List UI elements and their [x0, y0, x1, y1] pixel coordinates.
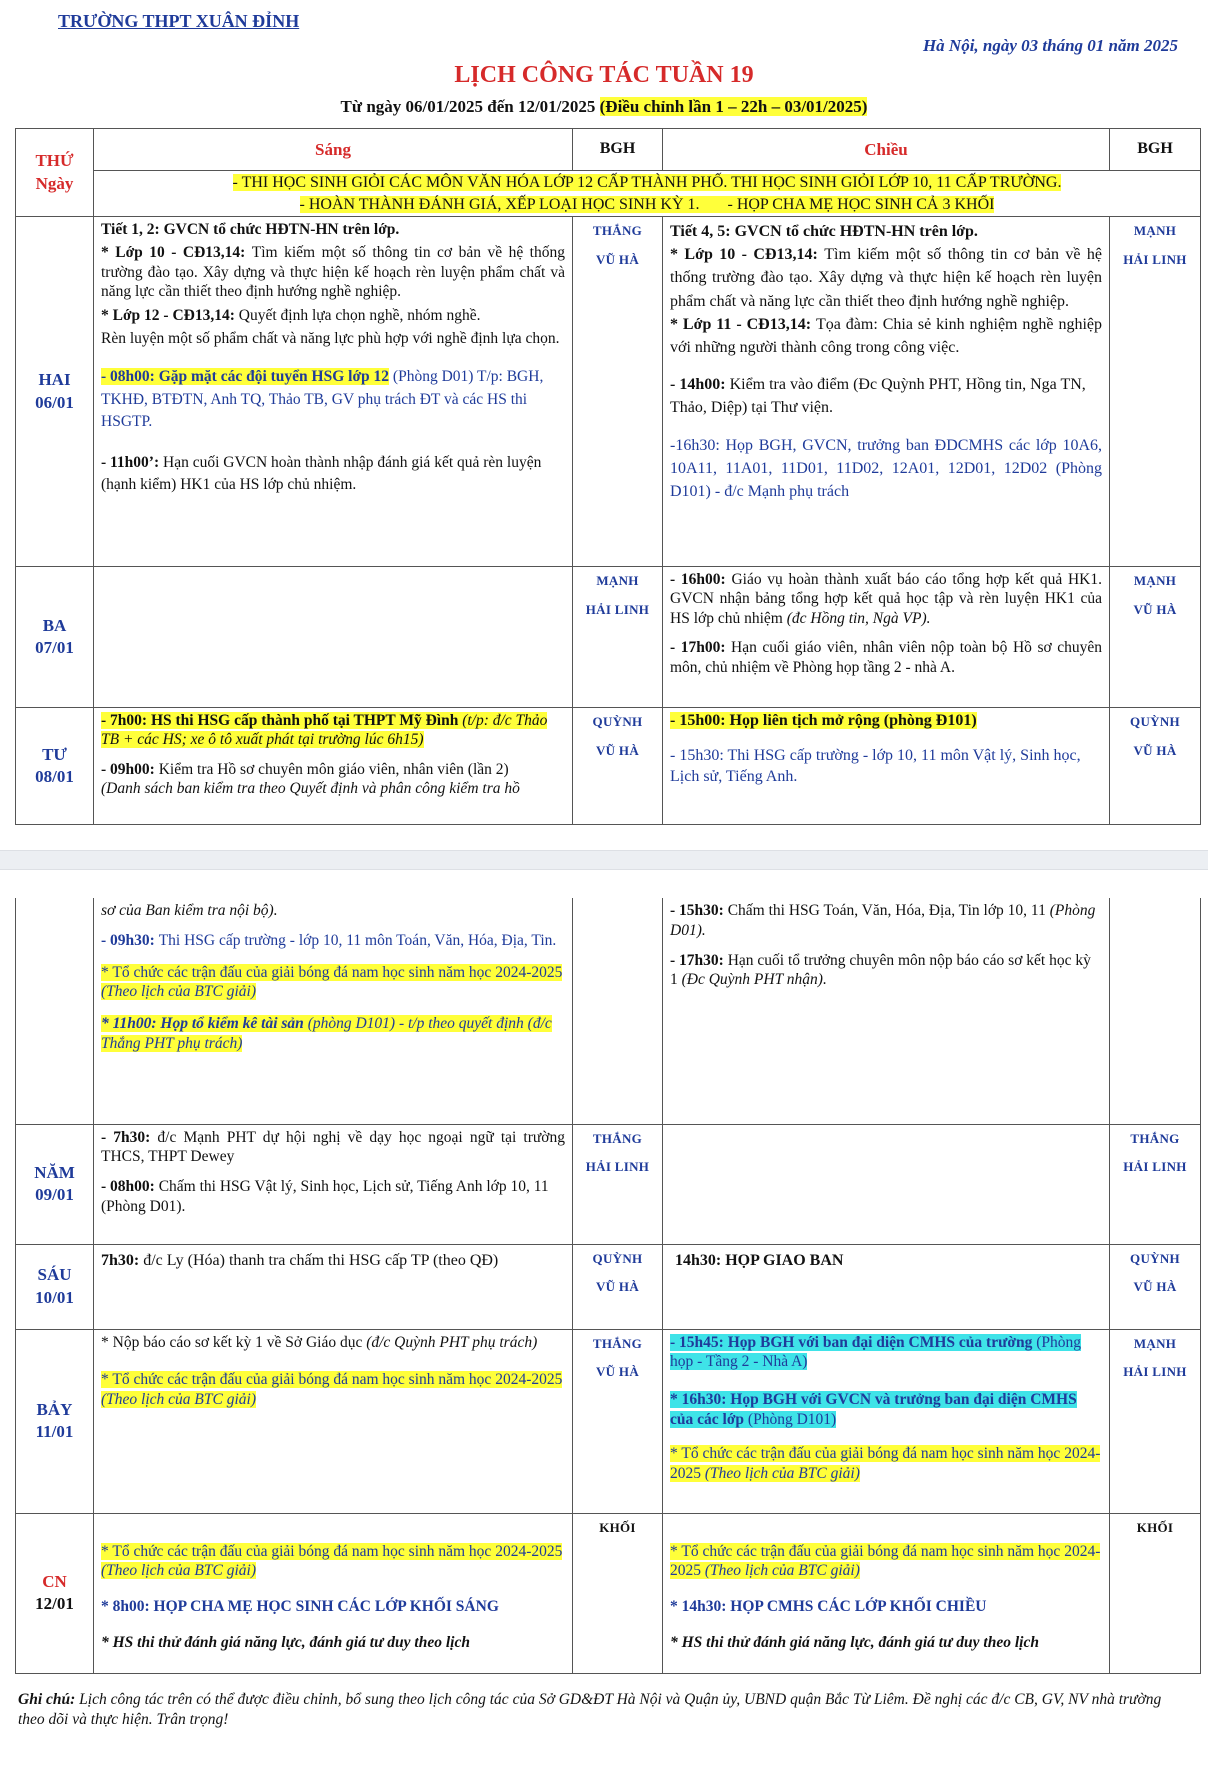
page-subtitle: [0, 96, 1208, 118]
wed-bgh-pm-cont: [1110, 898, 1201, 1124]
page-title: LỊCH CÔNG TÁC TUẦN 19: [454, 62, 754, 88]
sunday-afternoon: [663, 1513, 1110, 1673]
sat-bgh-pm: [1110, 1329, 1201, 1513]
wednesday-afternoon: [663, 708, 1110, 825]
row-friday: [16, 1244, 1201, 1329]
bgh-name: MẠNH: [1133, 1335, 1177, 1351]
sat-pm-meeting-2: * 16h30: Họp BGH với GVCN và trưởng ban đại diện CMHS của các lớp: [670, 1391, 1077, 1428]
bgh-name: KHỐI: [1136, 1519, 1174, 1535]
mon-bgh-am: [573, 217, 663, 567]
subtitle-revision: (Điều chỉnh lần 1 – 22h – 03/01/2025): [599, 97, 868, 116]
tue-bgh-am: [573, 567, 663, 708]
sat-am-report-note: (đ/c Quỳnh PHT phụ trách): [366, 1333, 538, 1351]
day-date: 06/01: [35, 392, 74, 412]
row-wednesday-cont: [16, 898, 1201, 1124]
mon-am-class12-text: Quyết định lựa chọn nghề, nhóm nghề.: [238, 306, 481, 324]
wed-pm-deadline-note: (Đc Quỳnh PHT nhận).: [681, 971, 827, 989]
day-cell-sunday: [16, 1513, 94, 1673]
bgh-name: VŨ HÀ: [595, 1364, 640, 1380]
mon-bgh-pm: [1110, 217, 1201, 567]
mon-pm-check-time: - 14h00:: [670, 376, 730, 394]
sat-pm-football: * Tổ chức các trận đấu của giải bóng đá nam học sinh năm học 2024-2025: [670, 1444, 1101, 1482]
day-cell-saturday: [16, 1329, 94, 1513]
thu-bgh-pm: [1110, 1124, 1201, 1244]
tue-pm-time-2: - 17h00:: [670, 639, 732, 657]
thursday-afternoon: [663, 1124, 1110, 1244]
bgh-name: VŨ HÀ: [595, 742, 640, 758]
bgh-name: MẠNH: [596, 573, 639, 588]
bgh-name: KHỐI: [599, 1519, 636, 1535]
wednesday-morning: [94, 708, 573, 825]
day-name: NĂM: [34, 1162, 75, 1182]
bgh-name: MẠNH: [1133, 223, 1177, 238]
day-date: 12/01: [35, 1594, 74, 1613]
wed-am-inventory-note: (phòng D101) - t/p theo quyết định (đ/c Thắng PHT phụ trách): [101, 1015, 552, 1053]
sat-am-football-note: (Theo lịch của BTC giải): [101, 1391, 256, 1409]
tue-pm-text-2: Hạn cuối giáo viên, nhân viên nộp toàn bộ Hồ sơ chuyên môn, chủ nhiệm về Phòng họp tầng 2 - nhà A.: [670, 639, 1102, 676]
sat-pm-meeting-1: - 15h45: Họp BGH với ban đại diện CMHS của trường: [670, 1333, 1037, 1351]
thu-am-text-2: Chấm thi HSG Vật lý, Sinh học, Lịch sử, Tiếng Anh lớp 10, 11 (Phòng D01).: [101, 1178, 549, 1215]
wed-am-exam2-text: Thi HSG cấp trường - lớp 10, 11 môn Toán, Văn, Hóa, Địa, Tin.: [158, 931, 557, 949]
wed-am-check-text: Kiểm tra Hồ sơ chuyên môn giáo viên, nhân viên (lần 2): [158, 760, 509, 778]
thu-am-text-1: đ/c Mạnh PHT dự hội nghị về dạy học ngoại ngữ tại trường THCS, THPT Dewey: [101, 1128, 565, 1166]
tuesday-afternoon: [663, 567, 1110, 708]
day-cell-monday: [16, 217, 94, 567]
sat-pm-meeting-1-room: (Phòng họp - Tầng 2 - Nhà A): [670, 1333, 1082, 1371]
footnote-text: Lịch công tác trên có thể được điều chỉnh, bổ sung theo lịch công tác của Sở GD&ĐT Hà Nội và Quận ủy, UBND quận Bắc Từ Liêm. Đề nghị các đ/c CB, GV, NV nhà trường theo dõi và thực hiện. Trân trọng!: [18, 1691, 1162, 1729]
bgh-name: VŨ HÀ: [595, 251, 640, 267]
mon-am-hsg-detail: (Phòng D01) T/p: BGH, TKHĐ, BTĐTN, Anh TQ, Thảo TB, GV phụ trách ĐT và các HS thi HSGTP.: [101, 368, 544, 431]
wed-pm-exam-text: Thi HSG cấp trường - lớp 10, 11 môn Vật lý, Sinh học, Lịch sử, Tiếng Anh.: [670, 746, 1081, 785]
header-sang: Sáng: [94, 129, 573, 171]
mon-am-class10-text: Tìm kiếm một số thông tin cơ bản về hệ thống trường đào tạo. Xây dựng và thực hiện kế hoạch rèn luyện phẩm chất và năng lực cần thiết theo định hướng nghề nghiệp.: [101, 244, 565, 301]
sun-bgh-pm: [1110, 1513, 1201, 1673]
day-cell-wednesday: [16, 708, 94, 825]
wed-am-check-time: - 09h00:: [101, 760, 159, 778]
sun-pm-parent-meeting: * 14h30: HỌP CMHS CÁC LỚP KHỐI CHIỀU: [670, 1598, 987, 1616]
bgh-name: HẢI LINH: [585, 1159, 650, 1175]
tue-bgh-pm: [1110, 567, 1201, 708]
row-wednesday: [16, 708, 1201, 825]
header-thu: THỨ: [35, 151, 74, 171]
banner-line-2: - HOÀN THÀNH ĐÁNH GIÁ, XẾP LOẠI HỌC SINH KỲ 1. - HỌP CHA MẸ HỌC SINH CẢ 3 KHỐI: [299, 195, 995, 213]
fri-am-text: đ/c Ly (Hóa) thanh tra chấm thi HSG cấp TP (theo QĐ): [143, 1251, 499, 1269]
mon-am-class12-label: * Lớp 12 - CĐ13,14:: [101, 306, 239, 324]
fri-pm-meeting: 14h30: HỌP GIAO BAN: [675, 1251, 844, 1269]
mon-pm-class11-label: * Lớp 11 - CĐ13,14:: [670, 315, 816, 333]
mon-am-item-1: Tiết 1, 2: GVCN tổ chức HĐTN-HN trên lớp.: [101, 221, 400, 238]
header-bgh-pm: BGH: [1110, 129, 1201, 171]
bgh-name: VŨ HÀ: [1133, 742, 1177, 758]
sun-am-football-note: (Theo lịch của BTC giải): [101, 1562, 256, 1580]
mon-am-item-4: Rèn luyện một số phẩm chất và năng lực phù hợp với nghề định lựa chọn.: [101, 329, 560, 347]
wed-pm-deadline-time: - 17h30:: [670, 951, 728, 969]
footnote: [18, 1690, 1188, 1730]
bgh-name: THẮNG: [1130, 1130, 1180, 1146]
bgh-name: HẢI LINH: [585, 601, 650, 617]
row-thursday: [16, 1124, 1201, 1244]
tue-pm-time-1: - 16h00:: [670, 571, 732, 588]
day-name: CN: [42, 1571, 67, 1591]
banner-line-1: - THI HỌC SINH GIỎI CÁC MÔN VĂN HÓA LỚP 12 CẤP THÀNH PHỐ. THI HỌC SINH GIỎI LỚP 10, 11 CẤP TRƯỜNG.: [232, 173, 1062, 191]
wednesday-morning-cont: [94, 898, 573, 1124]
day-date: 08/01: [35, 767, 74, 786]
mon-am-hsg-meeting: - 08h00: Gặp mặt các đội tuyển HSG lớp 12: [101, 368, 390, 386]
wed-pm-meeting: - 15h00: Họp liên tịch mở rộng (phòng Đ101): [670, 712, 977, 729]
day-name: BẢY: [36, 1399, 73, 1419]
day-cell-friday: [16, 1244, 94, 1329]
mon-pm-class10-label: * Lớp 10 - CĐ13,14:: [670, 246, 825, 264]
fri-bgh-am: [573, 1244, 663, 1329]
wed-pm-deadline-text: Hạn cuối tổ trưởng chuyên môn nộp báo cáo sơ kết học kỳ 1: [670, 951, 1091, 989]
bgh-name: THẮNG: [592, 1335, 643, 1351]
wed-am-inventory: * 11h00: Họp tổ kiểm kê tài sản: [101, 1015, 308, 1033]
mon-pm-meeting: -16h30: Họp BGH, GVCN, trưởng ban ĐDCMHS các lớp 10A6, 10A11, 11A01, 11D01, 11D02, 12A01, 12D01, 12D02 (Phòng D101) - đ/c Mạnh phụ trách: [670, 436, 1102, 500]
wed-bgh-pm: [1110, 708, 1201, 825]
tue-pm-text-1: Giáo vụ hoàn thành xuất báo cáo tổng hợp kết quả HK1. GVCN nhận bảng tổng hợp kết quả học tập và rèn luyện HK1 của HS lớp chủ nhiệm: [670, 571, 1102, 627]
mon-pm-item-1: Tiết 4, 5: GVCN tổ chức HĐTN-HN trên lớp.: [670, 223, 978, 240]
bgh-name: QUỲNH: [592, 1250, 643, 1266]
saturday-afternoon: [663, 1329, 1110, 1513]
tuesday-morning: [94, 567, 573, 708]
bgh-name: HẢI LINH: [1123, 1364, 1187, 1380]
mon-pm-class10-text: Tìm kiếm một số thông tin cơ bản về hệ thống trường đào tạo. Xây dựng và thực hiện kế hoạch rèn luyện phẩm chất và năng lực cần thiết theo định hướng nghề nghiệp.: [670, 246, 1102, 310]
tue-pm-note-1: (đc Hồng tin, Ngà VP).: [786, 609, 931, 627]
sat-bgh-am: [573, 1329, 663, 1513]
wed-am-check-note: (Danh sách ban kiểm tra theo Quyết định và phân công kiểm tra hồ: [101, 780, 520, 798]
day-date: 10/01: [35, 1287, 74, 1307]
header-day-cell: [16, 129, 94, 217]
wed-pm-grading-note: (Phòng D01).: [670, 902, 1096, 939]
banner-cell: [94, 171, 1201, 217]
header-bgh-am: BGH: [573, 129, 663, 171]
wednesday-afternoon-cont: [663, 898, 1110, 1124]
bgh-name: THẮNG: [592, 223, 643, 238]
day-date: 07/01: [35, 638, 74, 657]
friday-afternoon: [663, 1244, 1110, 1329]
thursday-morning: [94, 1124, 573, 1244]
thu-am-time-2: - 08h00:: [101, 1178, 159, 1196]
bgh-name: MẠNH: [1133, 573, 1177, 588]
bgh-name: QUỲNH: [1130, 714, 1180, 729]
sat-am-football: * Tổ chức các trận đấu của giải bóng đá nam học sinh năm học 2024-2025: [101, 1371, 563, 1389]
wed-am-exam-title: - 7h00: HS thi HSG cấp thành phố tại THPT Mỹ Đình: [101, 712, 463, 729]
fri-bgh-pm: [1110, 1244, 1201, 1329]
bgh-name: VŨ HÀ: [595, 1279, 640, 1295]
day-name: HAI: [38, 370, 71, 390]
bgh-name: THẮNG: [592, 1130, 643, 1146]
mon-am-class10-label: * Lớp 10 - CĐ13,14:: [101, 244, 252, 262]
sat-pm-football-note: (Theo lịch của BTC giải): [704, 1464, 860, 1482]
sun-pm-mock-exam: * HS thi thử đánh giá năng lực, đánh giá tư duy theo lịch: [670, 1633, 1039, 1651]
fri-am-time: 7h30:: [101, 1251, 144, 1269]
page-break: [0, 850, 1208, 870]
day-cell-tuesday: [16, 567, 94, 708]
sat-pm-meeting-2-room: (Phòng D101): [747, 1410, 837, 1428]
sun-pm-football: * Tổ chức các trận đấu của giải bóng đá nam học sinh năm học 2024-2025: [670, 1542, 1101, 1580]
bgh-name: VŨ HÀ: [1133, 1279, 1177, 1295]
bgh-name: HẢI LINH: [1123, 1159, 1187, 1175]
mon-pm-check-text: Kiểm tra vào điểm (Đc Quỳnh PHT, Hồng tin, Nga TN, Thảo, Diệp) tại Thư viện.: [670, 376, 1086, 417]
sun-pm-football-note: (Theo lịch của BTC giải): [704, 1562, 860, 1580]
row-saturday: [16, 1329, 1201, 1513]
wed-pm-exam-time: - 15h30:: [670, 746, 728, 764]
wed-pm-grading-text: Chấm thi HSG Toán, Văn, Hóa, Địa, Tin lớp 10, 11: [727, 902, 1050, 919]
day-name: BA: [42, 615, 67, 635]
header-row: [16, 129, 1201, 171]
wed-bgh-am: [573, 708, 663, 825]
mon-am-deadline-time: - 11h00’:: [101, 453, 163, 471]
day-name: TƯ: [42, 744, 67, 764]
thu-bgh-am: [573, 1124, 663, 1244]
sun-am-mock-exam: * HS thi thử đánh giá năng lực, đánh giá tư duy theo lịch: [101, 1633, 470, 1651]
wed-am-exam2-time: - 09h30:: [101, 931, 159, 949]
monday-morning: [94, 217, 573, 567]
wed-am-exam-note: (t/p: đ/c Thảo TB + các HS; xe ô tô xuất phát tại trường lúc 6h15): [101, 712, 548, 749]
wed-am-check-note-cont: sơ của Ban kiểm tra nội bộ).: [101, 902, 278, 919]
footnote-label: Ghi chú:: [18, 1691, 80, 1708]
monday-afternoon: [663, 217, 1110, 567]
header-chieu: Chiều: [663, 129, 1110, 171]
day-cell-thursday: [16, 1124, 94, 1244]
wed-am-football-note: (Theo lịch của BTC giải): [101, 983, 256, 1001]
wed-pm-grading-time: - 15h30:: [670, 902, 728, 919]
bgh-name: VŨ HÀ: [1133, 601, 1177, 617]
row-monday: [16, 217, 1201, 567]
school-name: TRƯỜNG THPT XUÂN ĐỈNH: [58, 11, 300, 31]
place-date: Hà Nội, ngày 03 tháng 01 năm 2025: [922, 36, 1178, 55]
row-sunday: [16, 1513, 1201, 1673]
sunday-morning: [94, 1513, 573, 1673]
friday-morning: [94, 1244, 573, 1329]
subtitle-range: Từ ngày 06/01/2025 đến 12/01/2025: [340, 97, 600, 116]
mon-am-deadline-text: Hạn cuối GVCN hoàn thành nhập đánh giá kết quả rèn luyện (hạnh kiểm) HK1 của HS lớp chủ nhiệm.: [101, 453, 542, 494]
thu-am-time-1: - 7h30:: [101, 1128, 158, 1146]
wed-bgh-am-cont: [573, 898, 663, 1124]
header-ngay: Ngày: [35, 173, 74, 193]
bgh-name: QUỲNH: [1130, 1250, 1180, 1266]
day-cell-wednesday-cont: [16, 898, 94, 1124]
day-name: SÁU: [37, 1265, 72, 1285]
wed-am-football: * Tổ chức các trận đấu của giải bóng đá nam học sinh năm học 2024-2025: [101, 963, 563, 981]
bgh-name: QUỲNH: [592, 714, 643, 729]
schedule-table-part2: [15, 898, 1201, 1674]
sun-am-parent-meeting: * 8h00: HỌP CHA MẸ HỌC SINH CÁC LỚP KHỐI SÁNG: [101, 1598, 499, 1616]
banner-row: [16, 171, 1201, 217]
schedule-table-part1: [15, 128, 1201, 825]
mon-pm-class11-text: Tọa đàm: Chia sẻ kinh nghiệm nghề nghiệp với những người thành công trong công việc.: [670, 315, 1103, 356]
row-tuesday: [16, 567, 1201, 708]
day-date: 09/01: [35, 1185, 74, 1204]
bgh-name: HẢI LINH: [1123, 251, 1187, 267]
day-date: 11/01: [35, 1422, 74, 1441]
sun-am-football: * Tổ chức các trận đấu của giải bóng đá nam học sinh năm học 2024-2025: [101, 1542, 563, 1560]
sat-am-report: * Nộp báo cáo sơ kết kỳ 1 về Sở Giáo dục: [101, 1333, 367, 1351]
saturday-morning: [94, 1329, 573, 1513]
sun-bgh-am: [573, 1513, 663, 1673]
